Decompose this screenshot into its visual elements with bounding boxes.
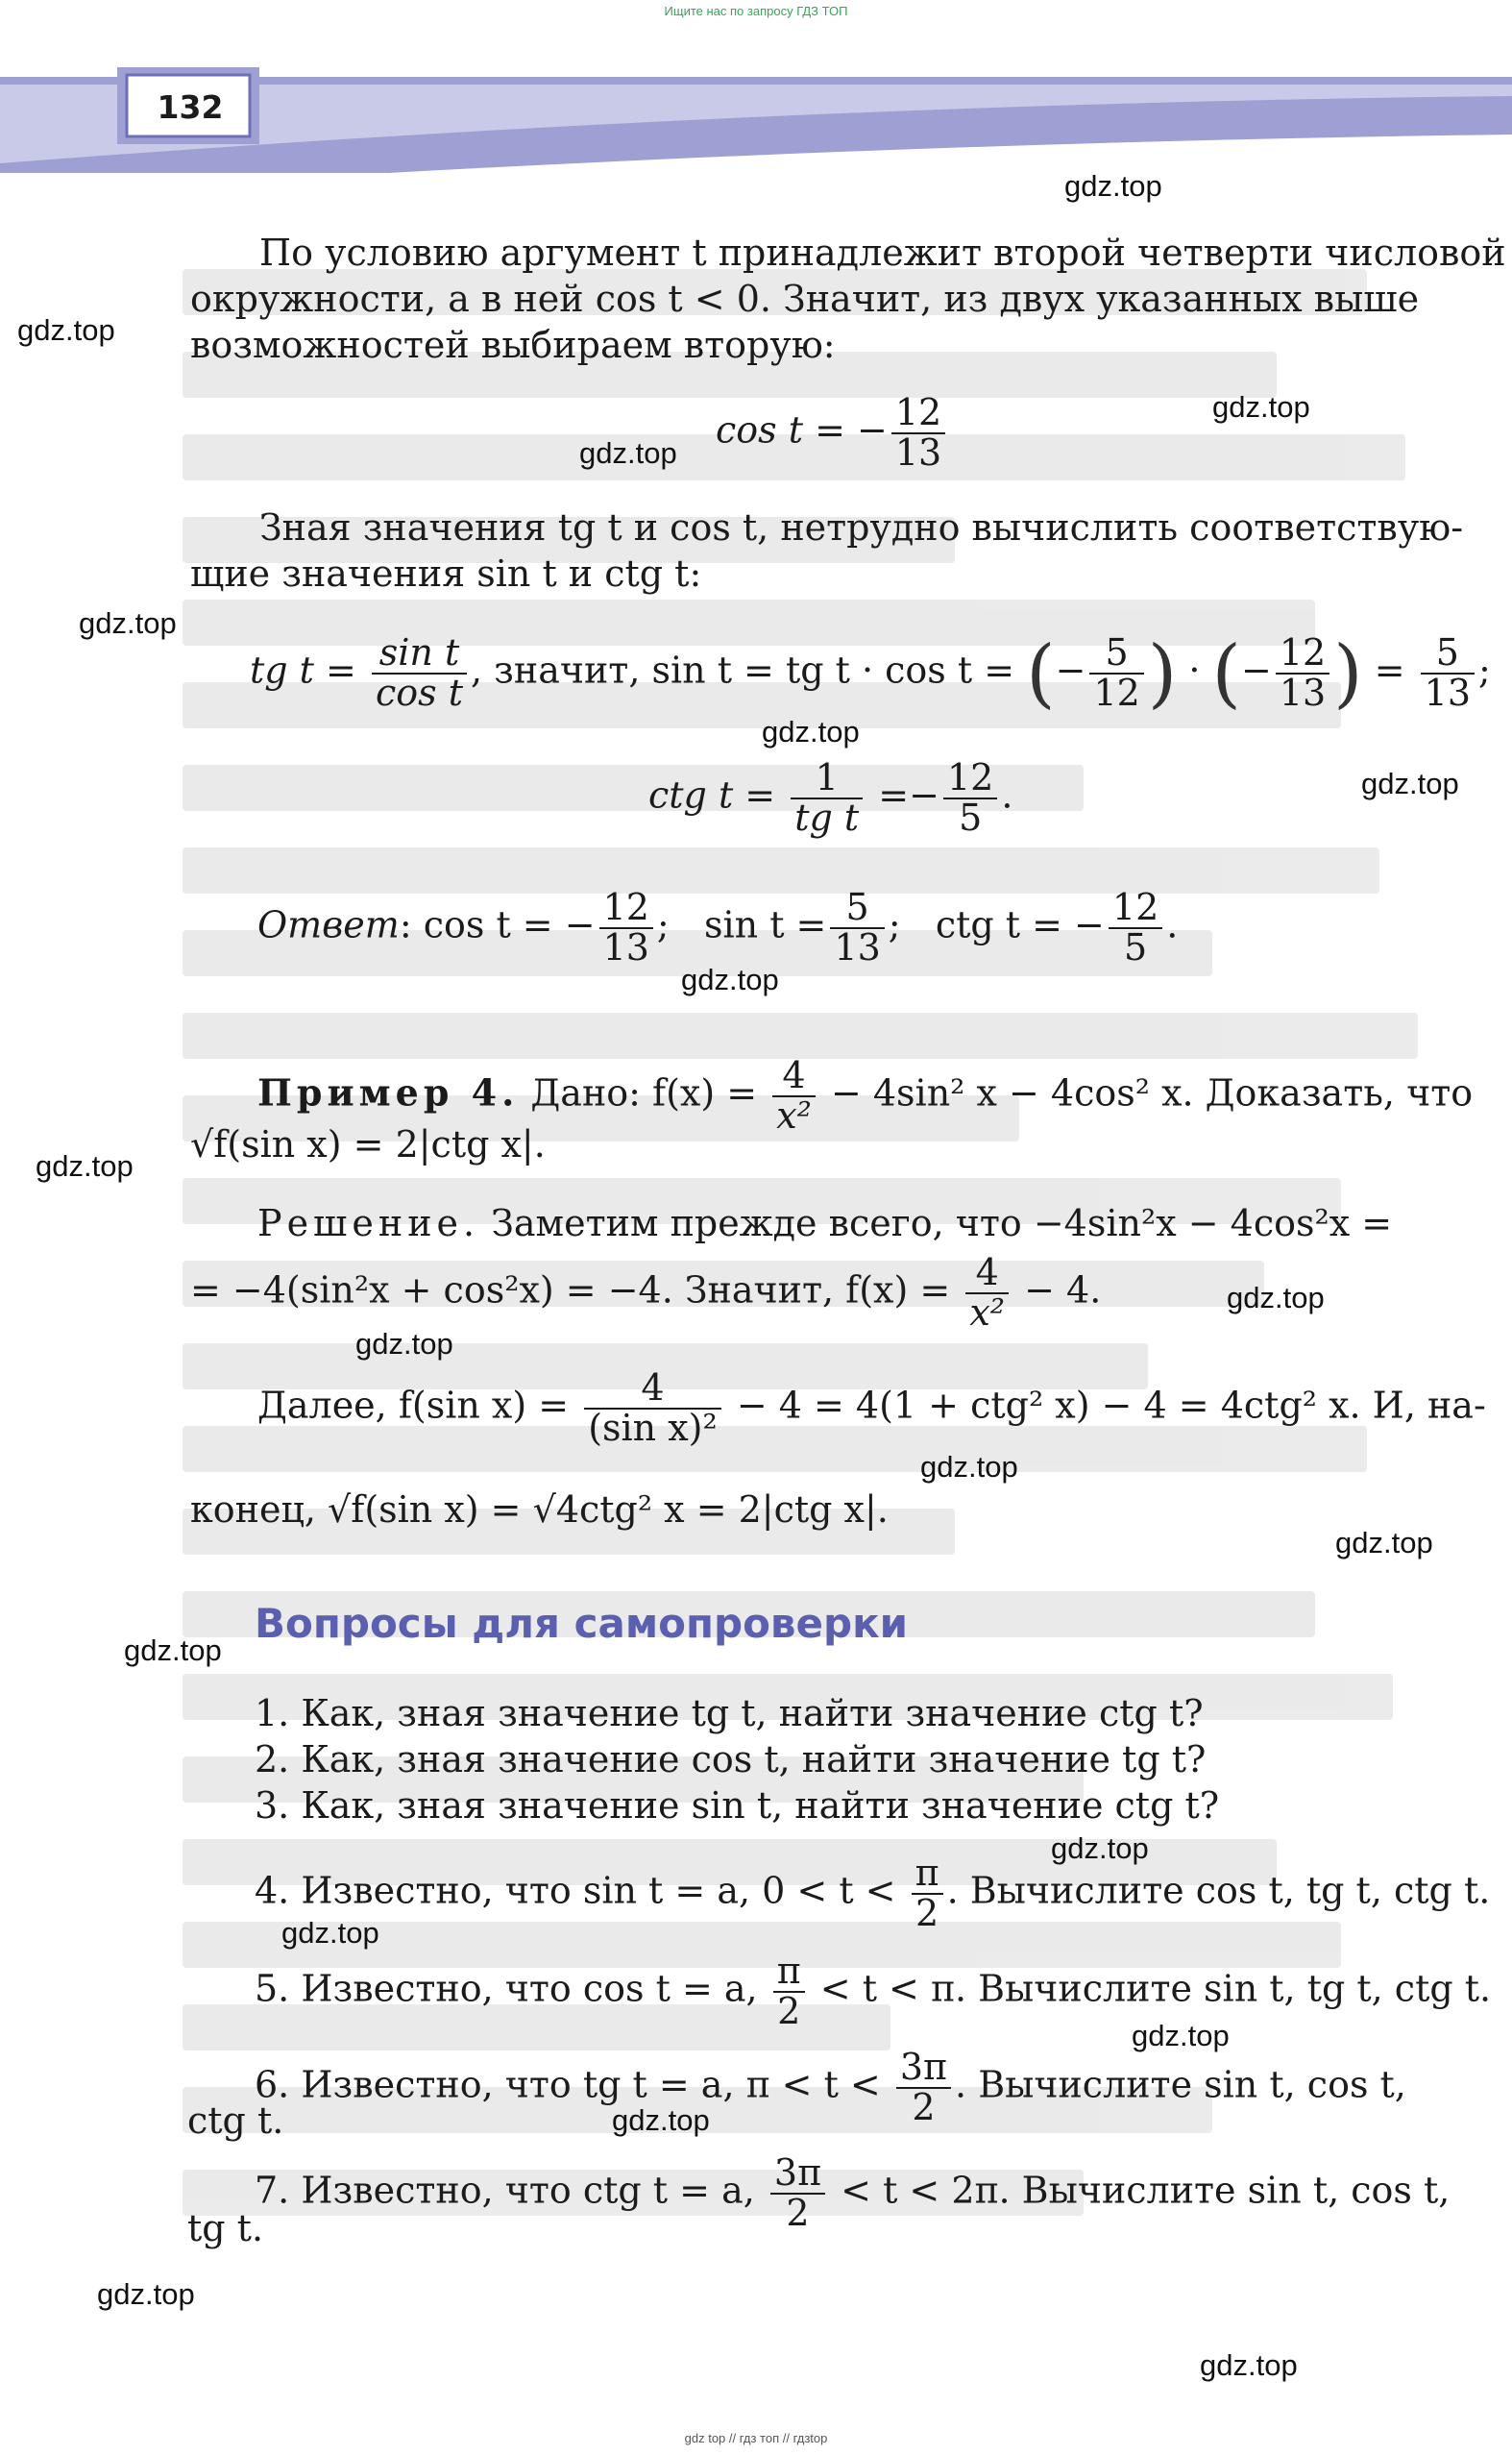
para2-line1: Зная значения tg t и cos t, нетрудно вычислить соответствую-	[259, 506, 1464, 549]
watermark: gdz.top	[281, 1916, 379, 1950]
questions-heading: Вопросы для самопроверки	[255, 1600, 908, 1647]
question-4: 4. Известно, что sin t = a, 0 < t < $\frac{\pi}{2}$ . Вычислите cos t, tg t, ctg t.	[255, 1852, 1491, 1934]
bottom-note: gdz top // гдз топ // гдзtop	[684, 2431, 828, 2445]
watermark: gdz.top	[1200, 2348, 1298, 2382]
question-7-cont: tg t.	[187, 2207, 264, 2249]
question-6-cont: ctg t.	[187, 2099, 284, 2142]
question-2: 2. Как, зная значение cos t, найти значение tg t?	[255, 1738, 1207, 1780]
formula-cos: cos t = − $\frac{12}{13}$	[716, 394, 949, 473]
question-5: 5. Известно, что cos t = a, $\frac{\pi}{2}$ < t < π. Вычислите sin t, tg t, ctg t.	[255, 1950, 1492, 2032]
solution-line2: = −4(sin²x + cos²x) = −4. Значит, f(x) = $\frac{4}{\text{x²}}$ − 4.	[190, 1251, 1102, 1334]
watermark: gdz.top	[355, 1327, 453, 1361]
watermark: gdz.top	[124, 1633, 222, 1667]
watermark: gdz.top	[920, 1450, 1018, 1484]
watermark: gdz.top	[17, 313, 115, 347]
watermark: gdz.top	[1064, 169, 1162, 203]
formula-ctg: ctg t = $\frac{1}{\text{tg t}}$ =− $\frac{12}{5}$ .	[648, 756, 1013, 839]
para1-line3: возможностей выбираем вторую:	[190, 324, 836, 366]
watermark: gdz.top	[1361, 767, 1459, 800]
watermark: gdz.top	[579, 436, 677, 470]
watermark: gdz.top	[36, 1149, 134, 1183]
example4-line1: Пример 4. Дано: f(x) = $\frac{4}{\text{x²}}$ − 4sin² x − 4cos² x. Доказать, что	[257, 1054, 1474, 1137]
question-1: 1. Как, зная значение tg t, найти значение ctg t?	[255, 1692, 1204, 1734]
further-line: Далее, f(sin x) = $\frac{4}{\text{(sin x)²}}$ − 4 = 4(1 + ctg² x) − 4 = 4ctg² x. И, на-	[257, 1366, 1486, 1449]
page-number: 132	[157, 87, 224, 126]
question-6: 6. Известно, что tg t = a, π < t < $\frac{3\pi}{2}$ . Вычислите sin t, cos t,	[255, 2046, 1406, 2128]
watermark: gdz.top	[1227, 1281, 1325, 1314]
watermark: gdz.top	[1132, 2019, 1230, 2052]
final-line: конец, √f(sin x) = √4ctg² x = 2|ctg x|.	[190, 1488, 889, 1531]
watermark: gdz.top	[1051, 1831, 1149, 1865]
watermark: gdz.top	[1212, 390, 1310, 424]
solution-line1: Решение. Заметим прежде всего, что −4sin²x − 4cos²x =	[257, 1202, 1393, 1244]
watermark: gdz.top	[79, 606, 177, 640]
example4-line2: √f(sin x) = 2|ctg x|.	[190, 1123, 546, 1166]
para2-line2: щие значения sin t и ctg t:	[190, 552, 702, 595]
watermark: gdz.top	[612, 2103, 710, 2137]
watermark: gdz.top	[1335, 1526, 1433, 1559]
watermark: gdz.top	[681, 963, 779, 996]
para1-line1: По условию аргумент t принадлежит второй четверти числовой	[259, 232, 1506, 274]
top-note: Ищите нас по запросу ГДЗ ТОП	[664, 4, 848, 18]
para1-line2: окружности, а в ней cos t < 0. Значит, из двух указанных выше	[190, 278, 1420, 320]
answer-line: Ответ: cos t = − $\frac{12}{13}$ ; sin t = $\frac{5}{13}$ ; ctg t = − $\frac{12}{5}$ .	[257, 886, 1179, 969]
question-3: 3. Как, зная значение sin t, найти значение ctg t?	[255, 1784, 1220, 1827]
watermark: gdz.top	[762, 715, 860, 749]
formula-sin: tg t = $\frac{\text{sin t}}{\text{cos t}}$ , значит, sin t = tg t · cos t = (− $\frac{5}{12}$ ) · (− $\frac{12}{13}$ ) = $\frac{5}{13}$ ;	[250, 629, 1491, 717]
watermark: gdz.top	[97, 2277, 195, 2311]
question-7: 7. Известно, что ctg t = a, $\frac{3\pi}{2}$ < t < 2π. Вычислите sin t, cos t,	[255, 2151, 1451, 2234]
